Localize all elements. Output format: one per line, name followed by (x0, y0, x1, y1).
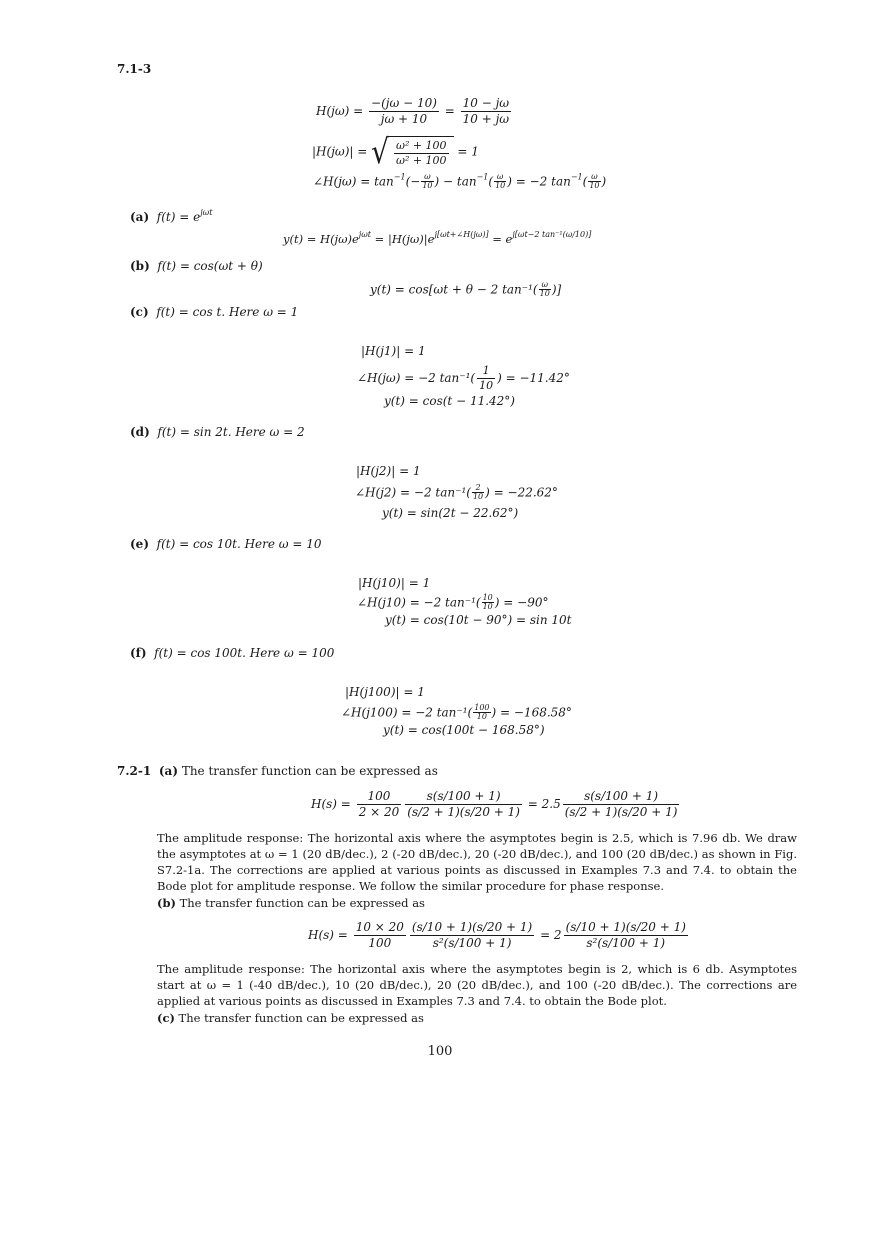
part-f-statement: (f) f(t) = cos 100t. Here ω = 100 (130, 646, 335, 660)
part-d-output: y(t) = sin(2t − 22.62°) (382, 506, 519, 520)
transfer-function-equation: H(jω) = $\frac{-(j\omega - 10)}{j\omega + 10}$ = $\frac{10 - j\omega}{10 + j\omega}$ (316, 96, 510, 126)
part-b-result: y(t) = cos[ωt + θ − 2 tan⁻¹( $\frac{\omega}{10}$ )] (370, 280, 562, 299)
part-d-phase: ∠H(j2) = −2 tan⁻¹( $\frac{2}{10}$ ) = −22.62° (355, 483, 558, 502)
part-b-transfer-heading: (b) The transfer function can be expressed as (157, 896, 425, 910)
fraction-1: $\frac{-(j\omega - 10)}{j\omega + 10}$ (371, 96, 437, 126)
part-e-phase: ∠H(j10) = −2 tan⁻¹( $\frac{10}{10}$ ) = −90° (357, 593, 549, 612)
phase-equation: ∠H(jω) = $\tan^{-1}(-$ $\frac{\omega}{10}$ ) − $\tan^{-1}$( $\frac{\omega}{10}$ ) = −2 $\tan^{-1}$( $\frac{\omega}{10}$ ) (313, 172, 607, 191)
part-f-output: y(t) = cos(100t − 168.58°) (383, 723, 545, 737)
paragraph-amplitude-b: The amplitude response: The horizontal axis where the asymptotes begin is 2, which is 6 db. Asymptotes start at ω = 1 (-40 dB/dec.), 10 (20 dB/dec.), 20 (20 dB/dec.), and 100 (-20 dB/dec.). The corrections are applied at various points as discussed in Examples 7.3 and 7.4. to obtain the Bode plot. (157, 962, 797, 1008)
part-a-statement: (a) $f(t) = e^{j\omega t}$ (130, 208, 213, 224)
h-lhs: H(jω) = (316, 104, 364, 118)
paragraph-amplitude-a: The amplitude response: The horizontal axis where the asymptotes begin is 2.5, which is 7.96 db. We draw the asymptotes at ω = 1 (20 dB/dec.), 2 (-20 dB/dec.), 20 (-20 dB/dec.), and 100 (20 dB/dec.) as shown in Fig. S7.2-1a. The corrections are applied at various points as discussed in Examples 7.3 and 7.4. to obtain the Bode plot for amplitude response. We follow the similar procedure for phase response. (157, 831, 797, 893)
part-f-phase: ∠H(j100) = −2 tan⁻¹( $\frac{100}{10}$ ) = −168.58° (341, 703, 572, 722)
page-number: 100 (427, 1044, 453, 1059)
part-d-statement: (d) f(t) = sin 2t. Here ω = 2 (130, 425, 305, 439)
section-number-7-1-3: 7.1-3 (117, 62, 152, 76)
part-e-output: y(t) = cos(10t − 90°) = sin 10t (385, 613, 572, 627)
magnitude-equation: |H(jω)| = √ $\frac{\text{ω² + 100}}{\text{ω² + 100}}$ = 1 (312, 131, 479, 171)
part-f-magnitude: |H(j100)| = 1 (345, 685, 425, 699)
part-a-result: $y(t) = H(j\omega)e^{j\omega t} = |H(j\omega)|e^{j[\omega t+\angle H(j\omega)]} = e^{j[\omega t-2 tan^{-1}(\omega/10)]}$ (283, 230, 592, 246)
transfer-function-b: H(s) = $\frac{10 \times 20}{100}$ $\frac{(s/10 + 1)(s/20 + 1)}{\text{s²(s/100 + 1)}}$ = 2 $\frac{(s/10 + 1)(s/20 + 1)}{\text{s²(s/100 + 1)}}$ (308, 920, 686, 950)
part-c-output: y(t) = cos(t − 11.42°) (384, 394, 515, 408)
part-c-statement: (c) f(t) = cos t. Here ω = 1 (130, 305, 299, 319)
part-e-statement: (e) f(t) = cos 10t. Here ω = 10 (130, 537, 322, 551)
part-c-transfer-heading: (c) The transfer function can be expressed as (157, 1011, 424, 1025)
transfer-function-a: H(s) = $\frac{100}{2 \times 20}$ $\frac{s(s/100 + 1)}{(s/2 + 1)(s/20 + 1)}$ = 2.5 $\frac{s(s/100 + 1)}{(s/2 + 1)(s/20 + 1)}$ (311, 789, 678, 819)
part-c-phase: ∠H(jω) = −2 tan⁻¹( $\frac{1}{10}$ ) = −11.42° (357, 364, 570, 392)
fraction-2: $\frac{10 - j\omega}{10 + j\omega}$ (462, 96, 510, 126)
part-c-magnitude: |H(j1)| = 1 (361, 344, 426, 358)
part-b-statement: (b) f(t) = cos(ωt + θ) (130, 259, 263, 273)
section-7-2-1-heading: 7.2-1 (a) The transfer function can be expressed as (117, 764, 438, 778)
part-e-magnitude: |H(j10)| = 1 (358, 576, 431, 590)
part-d-magnitude: |H(j2)| = 1 (356, 464, 421, 478)
